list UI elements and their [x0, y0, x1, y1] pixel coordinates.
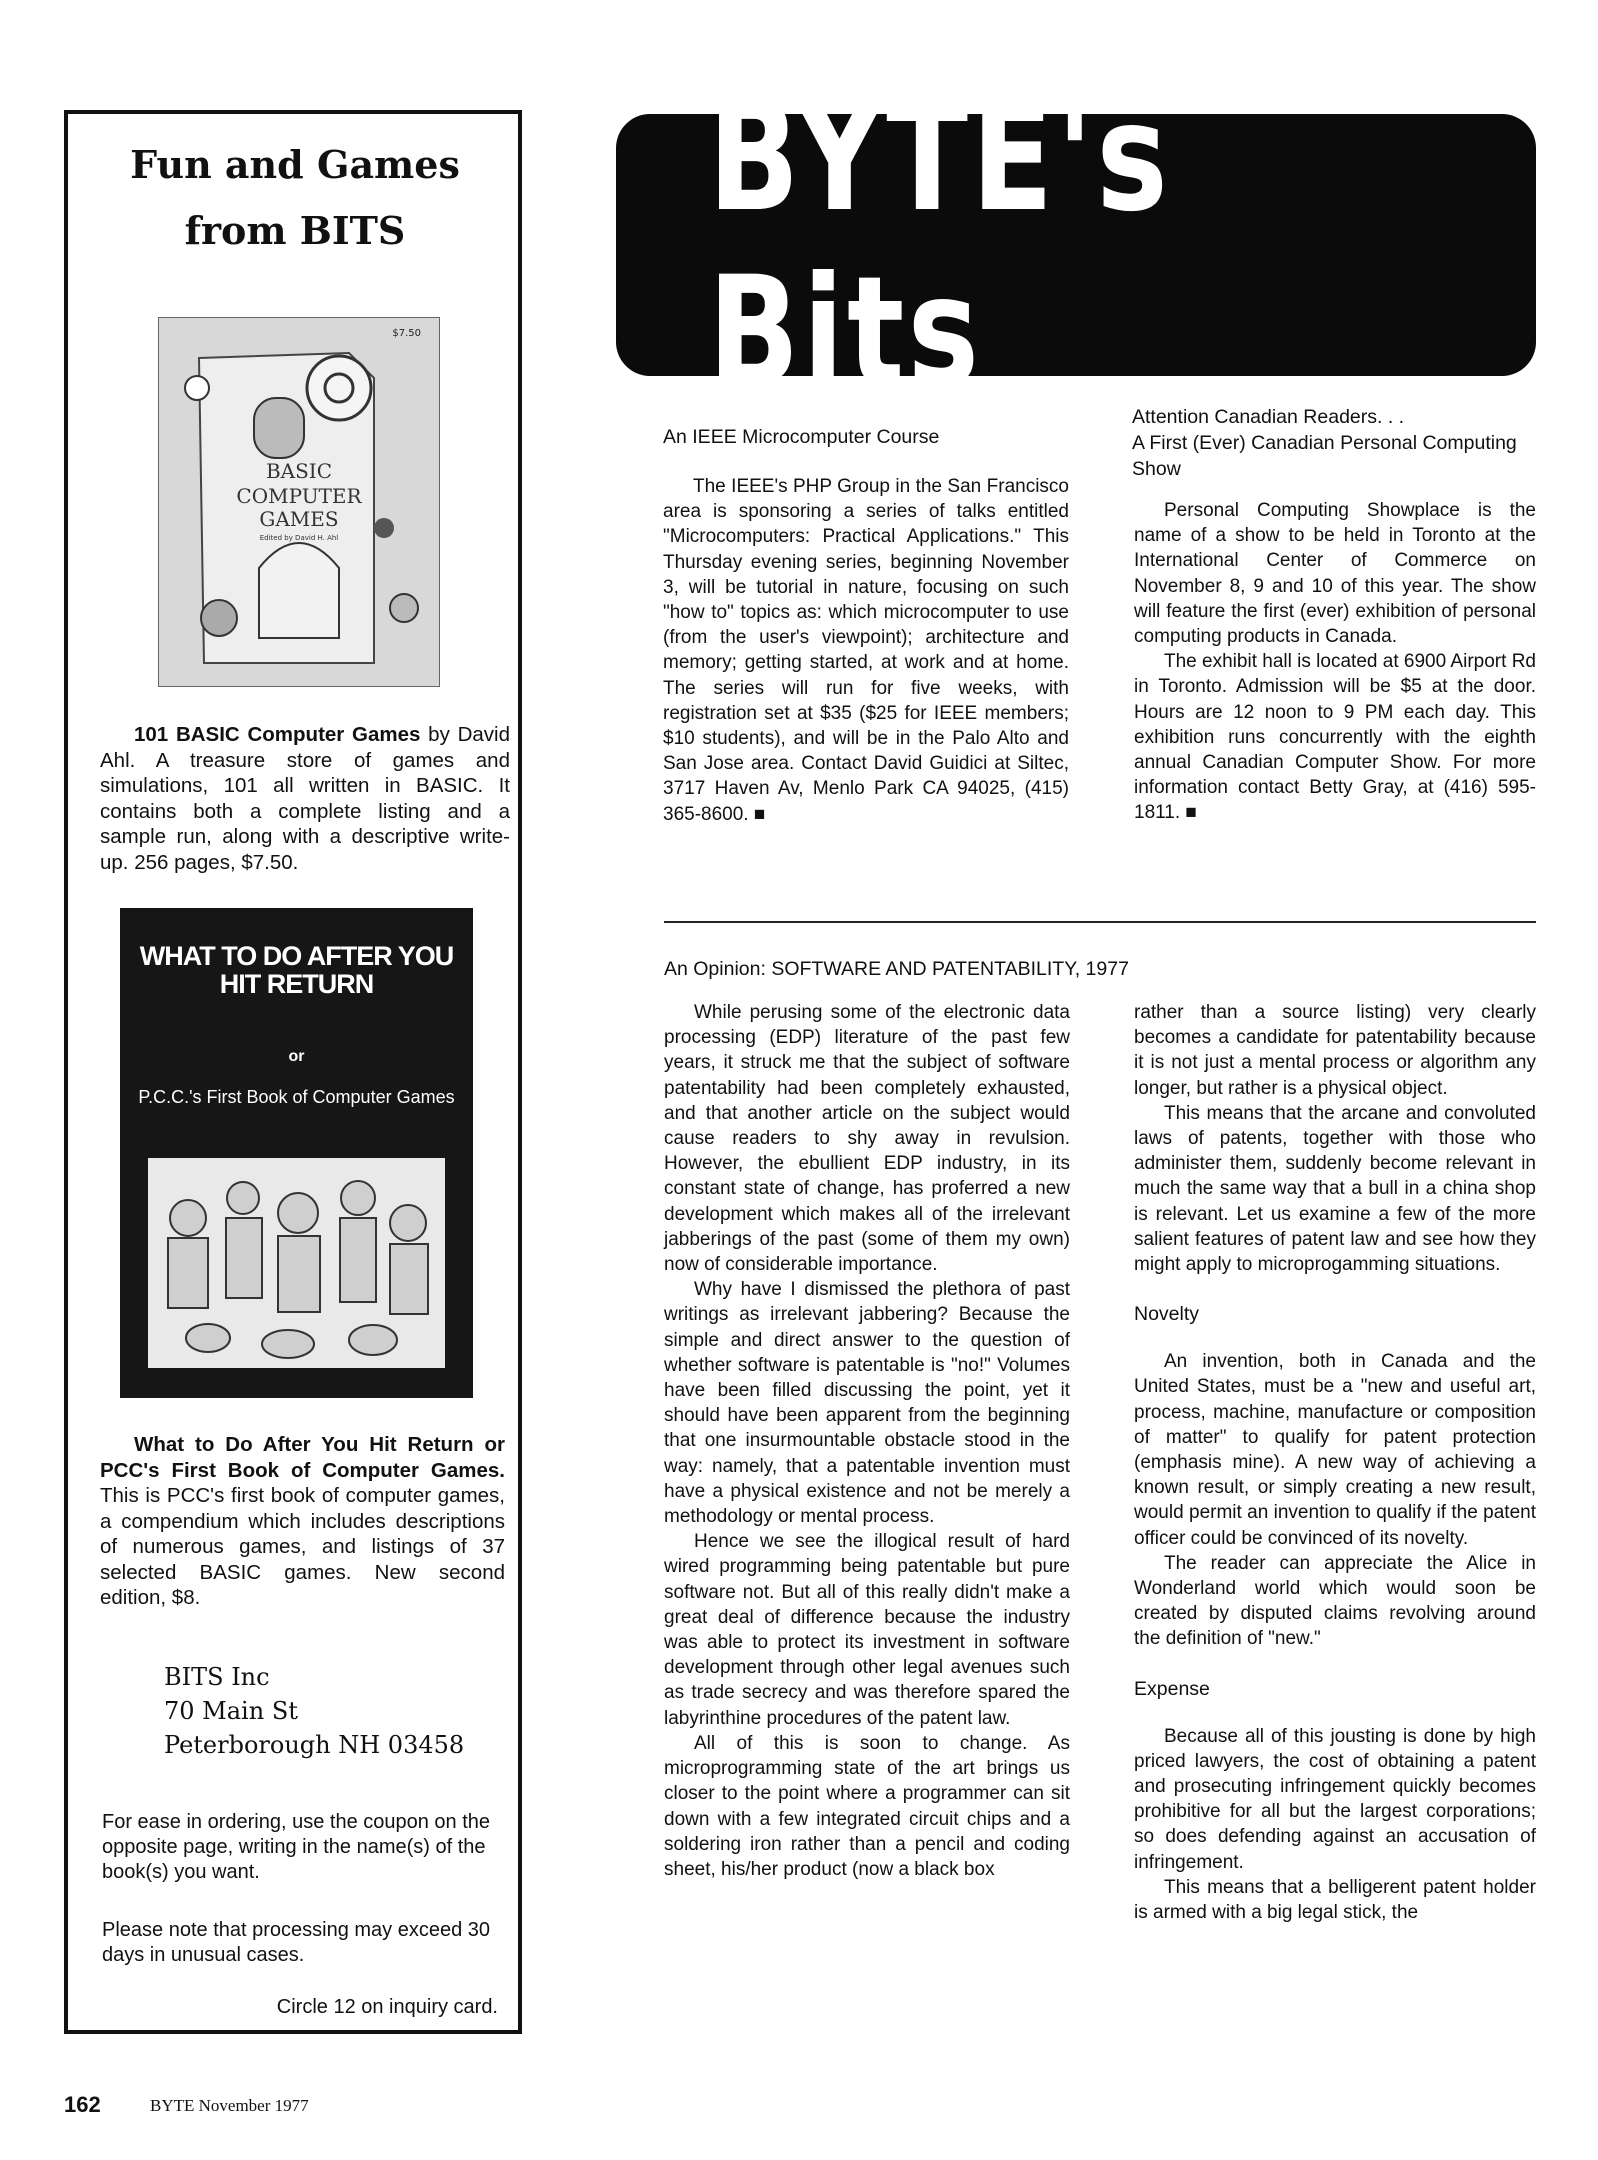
cover-title-3: GAMES: [259, 507, 339, 531]
opinion-column-1: [664, 1000, 1070, 1882]
cover-illustration: [159, 318, 440, 687]
opinion-paragraph: This means that a belligerent patent holder is armed with a big legal stick, the: [1134, 1876, 1536, 1924]
magazine-issue: BYTE November 1977: [150, 2096, 309, 2115]
cover2-subtitle: P.C.C.'s First Book of Computer Games: [138, 1087, 455, 1107]
canada-heading-line2: A First (Ever) Canadian Personal Computing Show: [1132, 432, 1517, 480]
ieee-article: [663, 474, 1069, 827]
opinion-paragraph: Why have I dismissed the plethora of past writings as irrelevant jabbering? Because the simple and direct answer to the question of whether software is patentable is "no!" Volumes have been filled discussing the point, yet it should have been apparent from the beginning that one insurmountable obstacle stood in the way: namely, that a patentable invention must have a physical existence and not be merely a methodology or mental process.: [664, 1279, 1070, 1528]
opinion-paragraph: Hence we see the illogical result of hard wired programming being patentable but pure software not. But all of this really didn't make a great deal of difference because the industry was able to protect its investment in software development through other legal avenues such as trade secrecy and was therefore spared the labyrinthine procedures of the patent law.: [664, 1531, 1070, 1729]
opinion-heading: An Opinion: SOFTWARE AND PATENTABILITY, 1977: [664, 958, 1129, 980]
canada-paragraph: Personal Computing Showplace is the name of a show to be held in Toronto at the International Center of Commerce on November 8, 9 and 10 of this year. The show will feature the first (ever) exhibition of personal computing products in Canada.: [1134, 500, 1536, 648]
inquiry-note: Circle 12 on inquiry card.: [276, 1996, 498, 2018]
canada-heading-line1: Attention Canadian Readers. . .: [1132, 406, 1405, 428]
ad-title-line1: Fun and Games: [130, 142, 460, 187]
cover2-illustration: [148, 1158, 445, 1368]
section-divider: [664, 921, 1536, 923]
ordering-note: For ease in ordering, use the coupon on the opposite page, writing in the name(s) of the book(s) you want.: [102, 1811, 491, 1883]
processing-note: Please note that processing may exceed 30 days in unusual cases.: [102, 1919, 491, 1966]
opinion-paragraph: An invention, both in Canada and the United States, must be a "new and useful art, process, machine, manufacture or composition of matter" to qualify for patent protection (emphasis mine). A new way of achieving a known result, or simply creating a new result, would permit an invention to qualify if the patent officer could be convinced of its novelty.: [1134, 1351, 1536, 1549]
expense-heading: Expense: [1134, 1677, 1210, 1700]
book2-title: What to Do After You Hit Return or PCC's First Book of Computer Games.: [100, 1433, 505, 1482]
book1-text: by David Ahl. A treasure store of games and simulations, 101 all written in BASIC. It contains both a complete listing and a sample run, along with a descriptive write-up. 256 pages, $7.50.: [100, 723, 510, 874]
address-line: Peterborough NH 03458: [164, 1731, 465, 1759]
book2-text: This is PCC's first book of computer games, a compendium which includes descriptions of numerous games, and listings of 37 selected BASIC games. New second edition, $8.: [100, 1484, 505, 1609]
opinion-paragraph: While perusing some of the electronic data processing (EDP) literature of the past few years, it struck me that the subject of software patentability had been completely exhausted, and that another article on the subject would cause readers to shy away in revulsion. However, the ebullient EDP industry, in its constant state of change, has proferred a new development which makes all of the irrelevant jabberings of the past (some of them my own) now of considerable importance.: [664, 1002, 1070, 1276]
canada-paragraph: The exhibit hall is located at 6900 Airport Rd in Toronto. Admission will be $5 at the door. Hours are 12 noon to 9 PM each day. This exhibition runs concurrently with the eighth annual Canadian Computer Show. For more information contact Betty Gray, at (416) 595-1811. ■: [1134, 651, 1536, 824]
masthead-title: BYTE's Bits: [708, 71, 1171, 419]
novelty-heading: Novelty: [1134, 1303, 1200, 1326]
address-line: 70 Main St: [164, 1697, 298, 1725]
cover-price: $7.50: [392, 328, 421, 339]
opinion-paragraph: Because all of this jousting is done by high priced lawyers, the cost of obtaining a patent and prosecuting infringement quickly becomes prohibitive for all but the largest corporations; so does defending against an accusation of infringement.: [1134, 1725, 1536, 1873]
opinion-paragraph: This means that the arcane and convoluted laws of patents, together with those who administer them, suddenly become relevant in much the same way that a bull in a china shop is relevant. Let us examine a few of the more salient features of patent law and see how they might apply to microprogamming situations.: [1134, 1102, 1536, 1276]
basic-computer-games-cover: [158, 317, 440, 687]
page-number: 162: [64, 2092, 101, 2117]
ieee-heading: An IEEE Microcomputer Course: [663, 426, 940, 448]
opinion-column-2: [1134, 1000, 1536, 1925]
ad-title-line2: from BITS: [184, 208, 406, 253]
canada-article: [1134, 498, 1536, 826]
opinion-paragraph: rather than a source listing) very clearly becomes a candidate for patentability because it is not just a mental process or algorithm any longer, but rather is a physical object.: [1134, 1002, 1536, 1099]
address-line: BITS Inc: [164, 1663, 270, 1691]
cover2-title: WHAT TO DO AFTER YOU HIT RETURN: [139, 941, 454, 999]
opinion-paragraph: All of this is soon to change. As microprogramming state of the art brings us closer to the point where a programmer can sit down with a few integrated circuit chips and a soldering iron rather than a pencil and coding sheet, his/her product (now a black box: [664, 1732, 1070, 1880]
book2-description: [100, 1432, 505, 1611]
cover2-or: or: [288, 1048, 305, 1065]
cover-title-2: COMPUTER: [236, 484, 362, 508]
book1-description: [100, 722, 510, 875]
cover-title-1: BASIC: [265, 459, 333, 483]
cover-editor: Edited by David H. Ahl: [259, 534, 339, 542]
ad-title: [90, 132, 500, 264]
ieee-paragraph: The IEEE's PHP Group in the San Francisco area is sponsoring a series of talks entitled "Microcomputers: Practical Applications." This Thursday evening series, beginning November 3, will be tutorial in nature, focusing on such "how to" topics as: which microcomputer to use (from the user's viewpoint); architecture and memory; getting started, at work and at home. The series will run for five weeks, with registration set at $35 ($25 for IEEE members; $10 students), and will be in the Palo Alto and San Jose area. Contact David Guidici at Siltec, 3717 Haven Av, Menlo Park CA 94025, (415) 365-8600. ■: [663, 476, 1069, 825]
what-to-do-cover: [120, 908, 473, 1398]
canada-heading: [1132, 404, 1532, 482]
book1-title: 101 BASIC Computer Games: [134, 723, 421, 746]
opinion-paragraph: The reader can appreciate the Alice in Wonderland world which would soon be created by disputed claims revolving around the definition of "new.": [1134, 1552, 1536, 1650]
bits-address: [164, 1660, 464, 1762]
